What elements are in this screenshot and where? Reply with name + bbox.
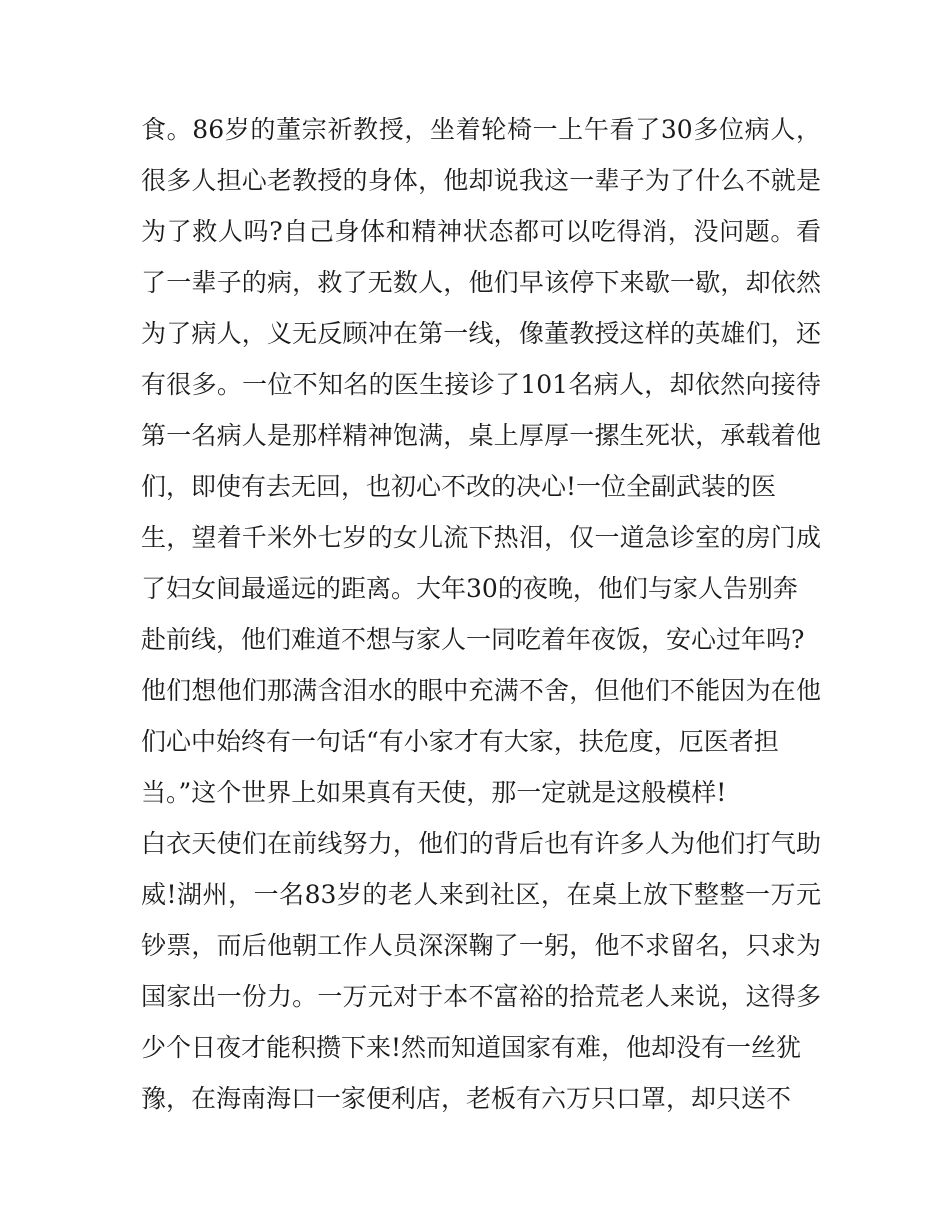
text-line: 少个日夜才能积攒下来!然而知道国家有难，他却没有一丝犹 <box>141 1033 802 1062</box>
text-line: 们心中始终有一句话“有小家才有大家，扶危度，厄医者担 <box>141 727 779 756</box>
text-line: 们，即使有去无回，也初心不改的决心!一位全副武装的医 <box>141 472 777 501</box>
text-line: 很多人担心老教授的身体，他却说我这一辈子为了什么不就是 <box>141 166 821 195</box>
text-line: 白衣天使们在前线努力，他们的背后也有许多人为他们打气助 <box>141 829 821 858</box>
text-line: 食。86岁的董宗祈教授，坐着轮椅一上午看了30多位病人， <box>141 115 821 144</box>
text-line: 为了病人，义无反顾冲在第一线，像董教授这样的英雄们，还 <box>141 319 821 348</box>
text-line: 了妇女间最遥远的距离。大年30的夜晚，他们与家人告别奔 <box>141 574 798 603</box>
text-line: 钞票，而后他朝工作人员深深鞠了一躬，他不求留名，只求为 <box>141 931 821 960</box>
text-line: 豫，在海南海口一家便利店，老板有六万只口罩，却只送不 <box>141 1084 792 1113</box>
text-line: 国家出一份力。一万元对于本不富裕的拾荒老人来说，这得多 <box>141 982 821 1011</box>
text-line: 了一辈子的病，救了无数人，他们早该停下来歇一歇，却依然 <box>141 268 821 297</box>
text-line: 为了救人吗?自己身体和精神状态都可以吃得消，没问题。看 <box>141 217 821 246</box>
text-line: 他们想他们那满含泪水的眼中充满不舍，但他们不能因为在他 <box>141 676 821 705</box>
text-line: 赴前线，他们难道不想与家人一同吃着年夜饭，安心过年吗? <box>141 625 805 654</box>
text-line: 生，望着千米外七岁的女儿流下热泪，仅一道急诊室的房门成 <box>141 523 821 552</box>
text-line: 当。”这个世界上如果真有天使，那一定就是这般模样! <box>141 778 727 807</box>
document-body <box>141 104 821 1124</box>
text-line: 威!湖州，一名83岁的老人来到社区，在桌上放下整整一万元 <box>141 880 821 909</box>
text-line: 有很多。一位不知名的医生接诊了101名病人，却依然向接待 <box>141 370 821 399</box>
text-line: 第一名病人是那样精神饱满，桌上厚厚一摞生死状，承载着他 <box>141 421 821 450</box>
